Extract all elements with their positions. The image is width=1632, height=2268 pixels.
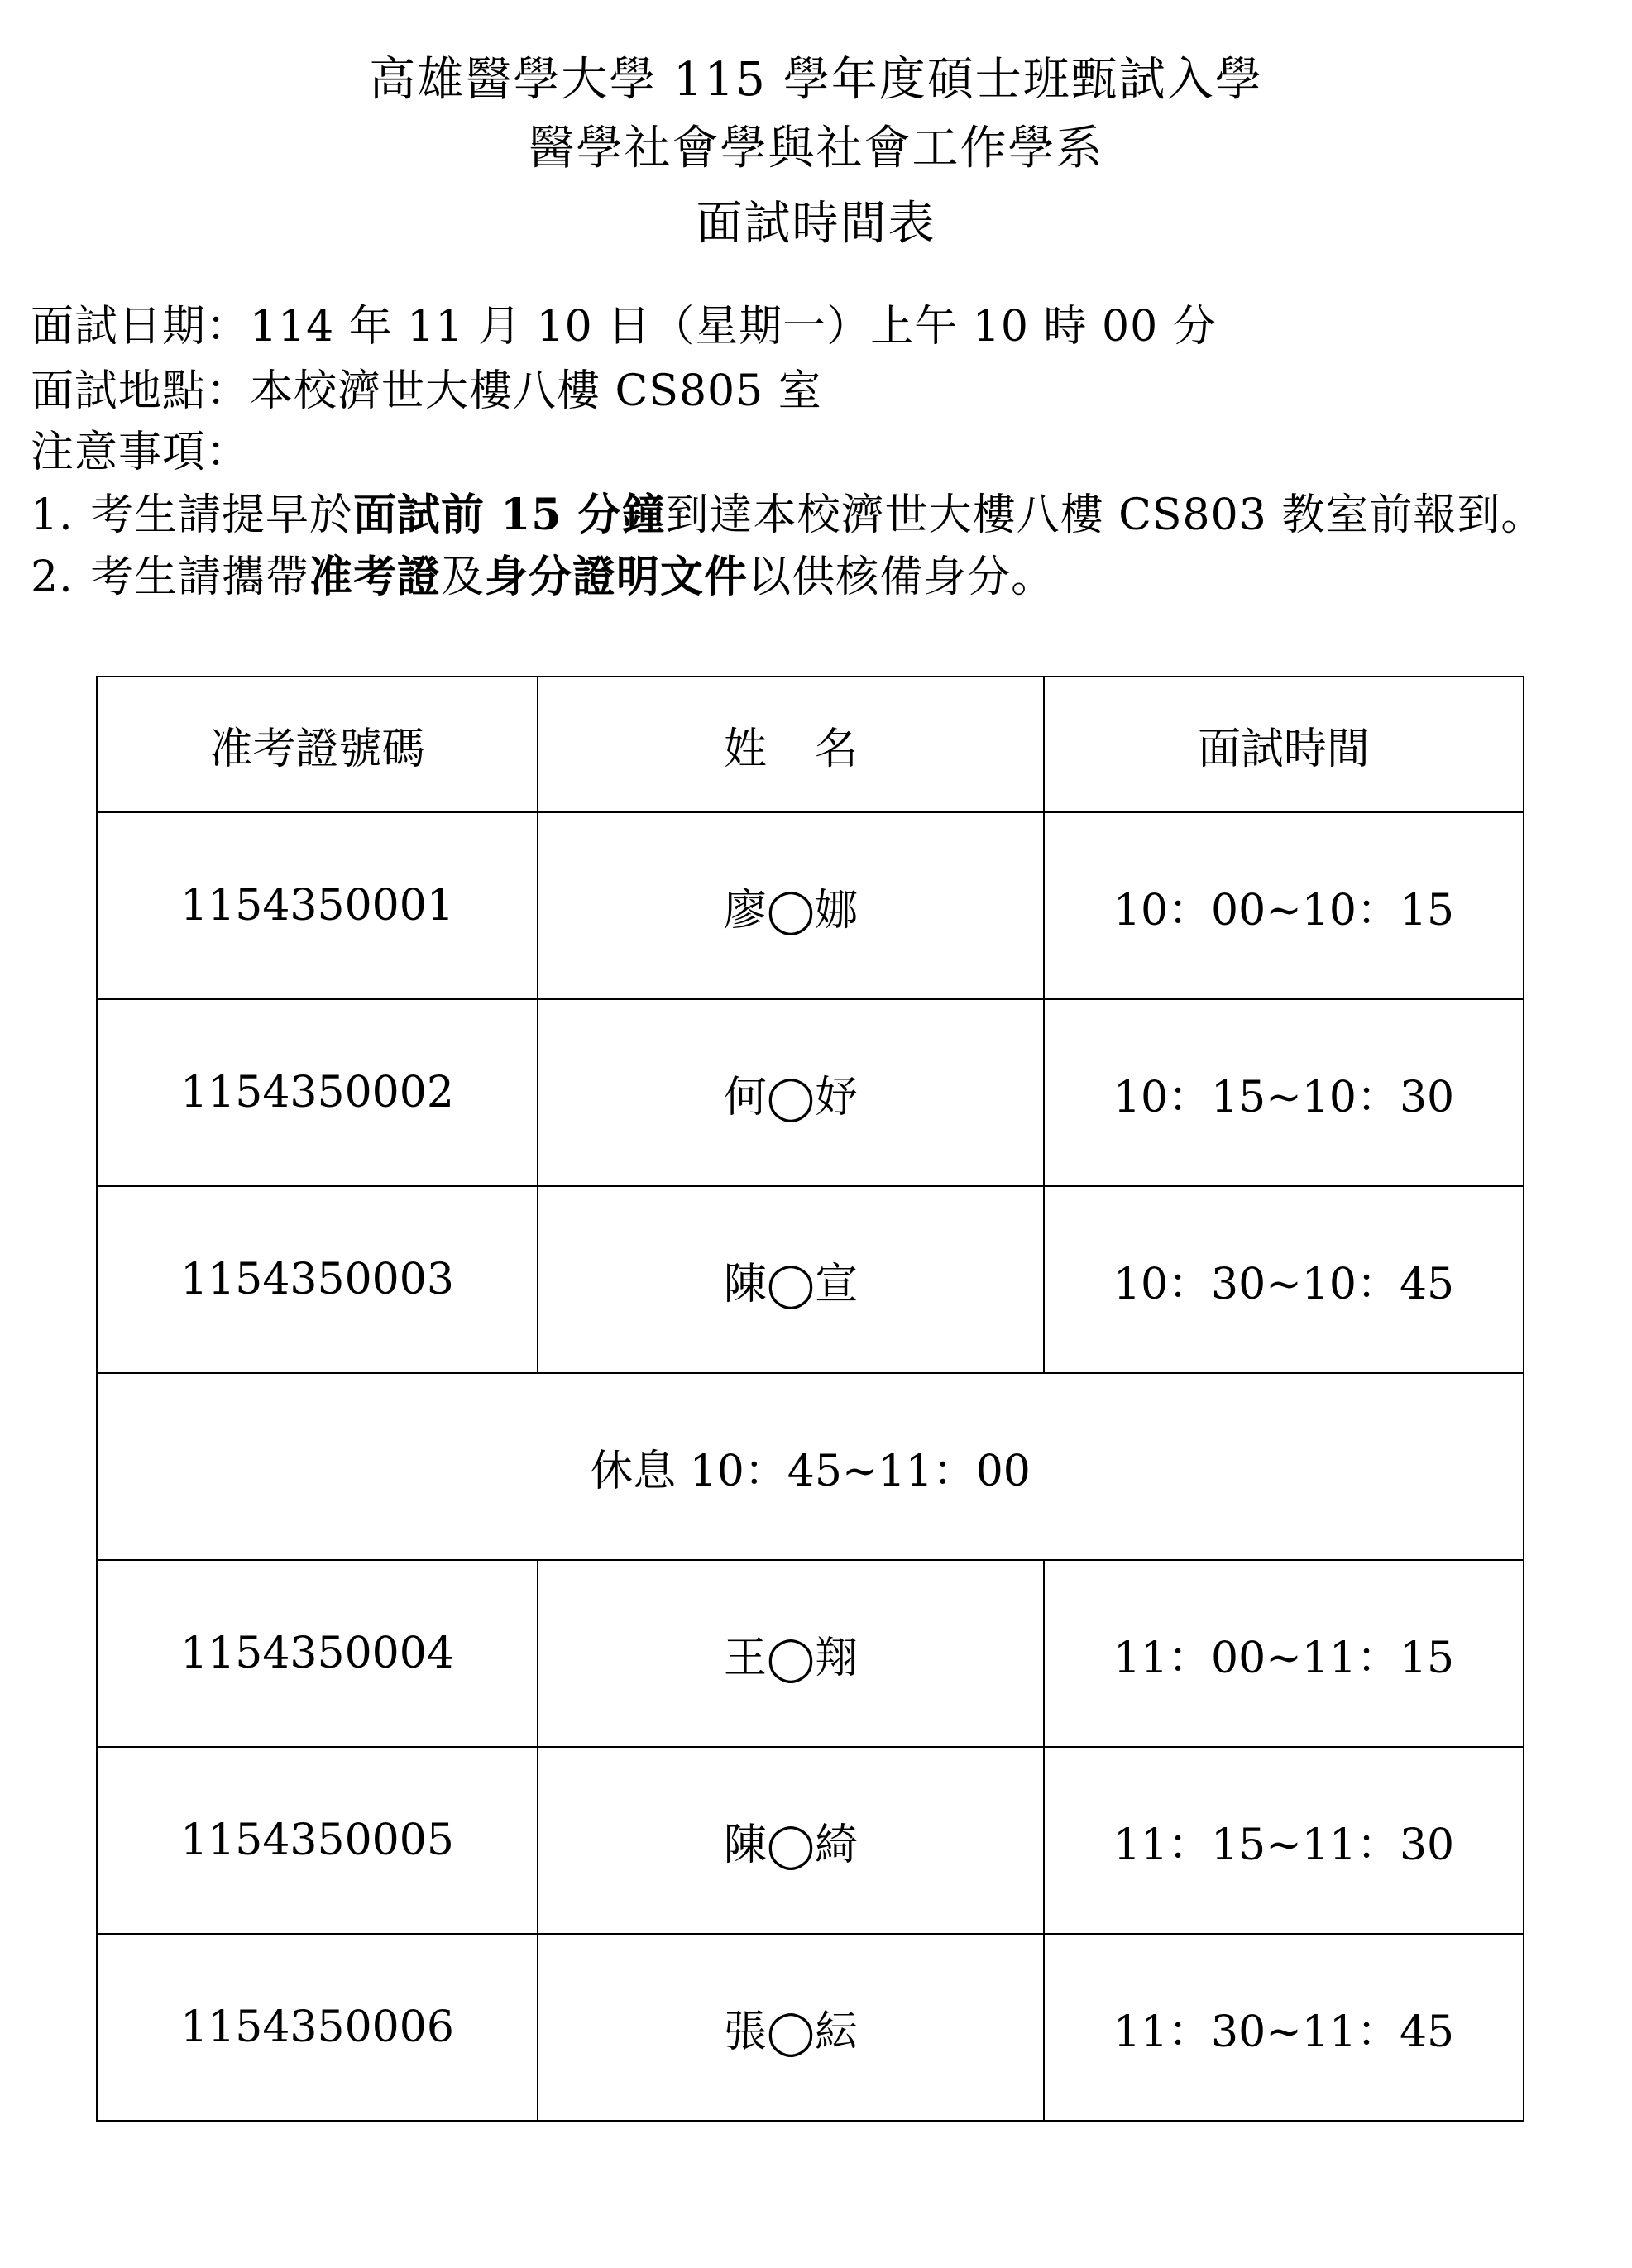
interview-schedule-table <box>96 676 1524 2122</box>
header-name: 姓名 <box>538 677 1044 812</box>
interview-time-cell: 11：15~11：30 <box>1044 1747 1524 1934</box>
candidate-name-cell: 陳◯宣 <box>538 1186 1044 1373</box>
interview-time-cell: 10：15~10：30 <box>1044 999 1524 1186</box>
candidate-name-cell: 張◯紜 <box>538 1934 1044 2121</box>
note-text: 考生請攜帶 <box>90 553 310 602</box>
note-emphasis: 面試前 15 分鐘 <box>353 490 666 540</box>
note-emphasis: 准考證 <box>309 552 442 602</box>
candidate-name-cell: 王◯翔 <box>538 1560 1044 1747</box>
note-text: 到達本校濟世大樓八樓 CS803 教室前報到。 <box>665 490 1545 540</box>
interview-time-cell: 10：00~10：15 <box>1044 812 1524 999</box>
candidate-name-cell: 廖◯娜 <box>538 812 1044 999</box>
exam-number-cell: 1154350002 <box>97 999 538 1186</box>
header-interview-time: 面試時間 <box>1044 677 1524 812</box>
candidate-name-cell: 陳◯綺 <box>538 1747 1044 1934</box>
note-text: 及 <box>441 553 486 602</box>
table-row <box>97 1747 1524 1934</box>
note-text: 以供核備身分。 <box>748 553 1055 602</box>
schedule-title: 面試時間表 <box>696 197 936 251</box>
interview-time-cell: 11：00~11：15 <box>1044 1560 1524 1747</box>
department-title: 醫學社會學與社會工作學系 <box>528 122 1104 175</box>
candidate-name-cell: 何◯妤 <box>538 999 1044 1186</box>
exam-number-cell: 1154350005 <box>97 1747 538 1934</box>
table-row <box>97 999 1524 1186</box>
table-header-row <box>97 677 1524 812</box>
document-title: 高雄醫學大學 115 學年度碩士班甄試入學 <box>369 53 1263 107</box>
exam-number-cell: 1154350001 <box>97 812 538 999</box>
note-emphasis: 身分證明文件 <box>485 552 749 602</box>
note-text: 考生請提早於 <box>90 490 354 540</box>
table-row <box>97 1934 1524 2121</box>
notes-label: 注意事項： <box>31 428 251 477</box>
interview-date: 面試日期：114 年 11 月 10 日（星期一）上午 10 時 00 分 <box>31 302 1217 352</box>
exam-number-cell: 1154350006 <box>97 1934 538 2121</box>
table-row <box>97 1186 1524 1373</box>
note-item <box>31 550 1055 605</box>
interview-time-cell: 10：30~10：45 <box>1044 1186 1524 1373</box>
break-row <box>97 1373 1524 1560</box>
note-number: 2. <box>31 553 74 602</box>
header-exam-number: 准考證號碼 <box>97 677 538 812</box>
note-item <box>31 488 1544 543</box>
interview-time-cell: 11：30~11：45 <box>1044 1934 1524 2121</box>
exam-number-cell: 1154350004 <box>97 1560 538 1747</box>
table-row <box>97 1560 1524 1747</box>
note-number: 1. <box>31 490 74 540</box>
table-row <box>97 812 1524 999</box>
exam-number-cell: 1154350003 <box>97 1186 538 1373</box>
break-cell: 休息 10：45~11：00 <box>97 1373 1524 1560</box>
interview-place: 面試地點：本校濟世大樓八樓 CS805 室 <box>31 366 822 416</box>
